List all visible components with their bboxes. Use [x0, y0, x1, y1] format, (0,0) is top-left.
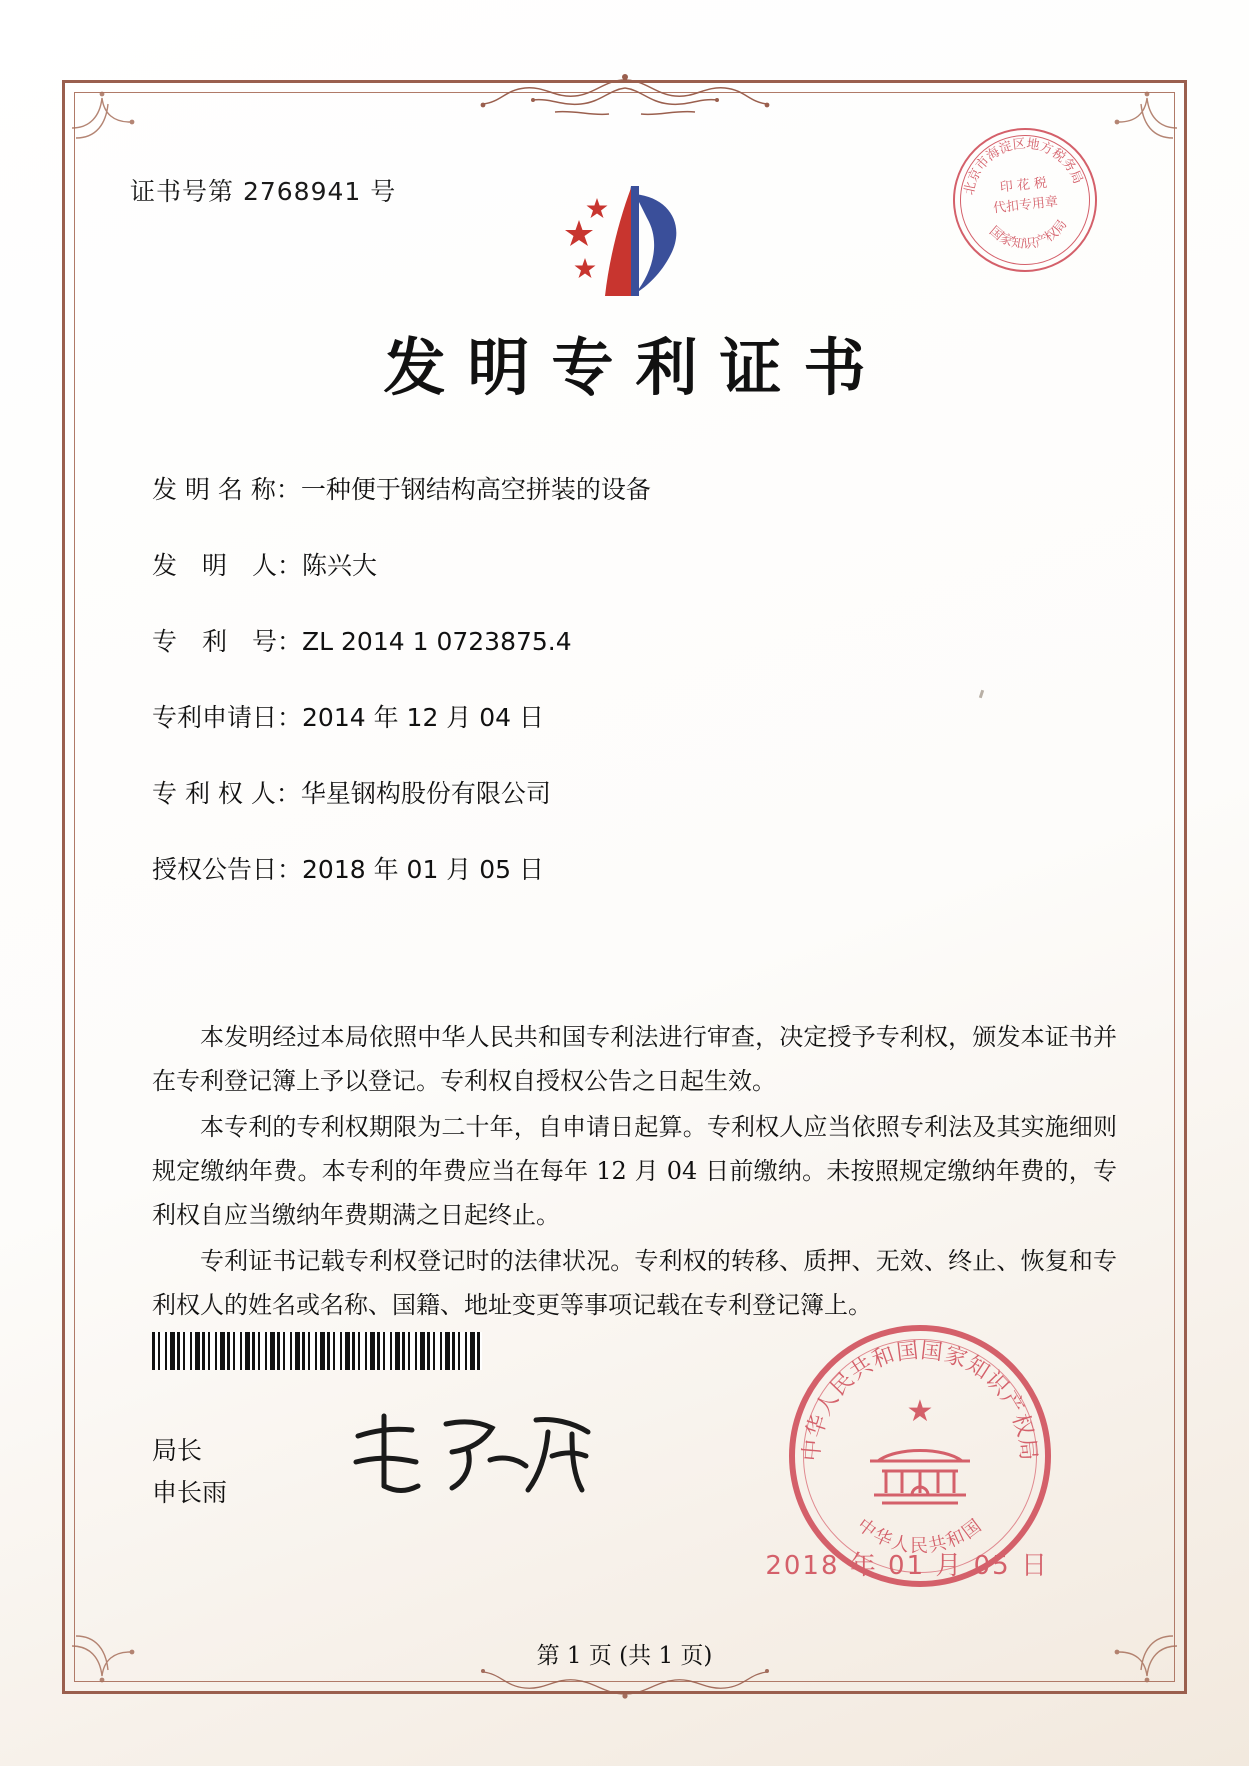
fields-list — [152, 470, 1129, 926]
field-label: 授权公告日： — [152, 855, 303, 884]
signature-block — [152, 1430, 227, 1514]
tiananmen-icon — [860, 1435, 980, 1515]
body-text — [152, 1015, 1117, 1329]
field-label: 专 利 号： — [152, 627, 303, 656]
field-value: 2014 年 12 月 04 日 — [302, 703, 544, 732]
field-grant-announcement-date — [152, 850, 1129, 886]
svg-text:北京市海淀区地方税务局: 北京市海淀区地方税务局 — [962, 136, 1086, 197]
field-value: 华星钢构股份有限公司 — [300, 779, 551, 808]
barcode — [152, 1332, 482, 1370]
field-value: 陈兴大 — [302, 551, 378, 580]
field-label: 专 利 权 人： — [152, 779, 301, 808]
field-value: 一种便于钢结构高空拼装的设备 — [300, 475, 651, 504]
handwritten-signature-icon — [340, 1400, 620, 1510]
field-patent-number — [152, 622, 1129, 658]
field-value: 2018 年 01 月 05 日 — [302, 855, 544, 884]
certificate-number: 证书号第 2768941 号 — [130, 177, 397, 206]
svg-text:中华人民共和国: 中华人民共和国 — [853, 1514, 987, 1557]
field-label: 发 明 名 称： — [152, 475, 301, 504]
svg-text:中华人民共和国国家知识产权局: 中华人民共和国国家知识产权局 — [799, 1338, 1041, 1463]
field-label: 专利申请日： — [152, 703, 303, 732]
stamp-line-1: 印 花 税 — [999, 175, 1048, 196]
svg-text:国家知识产权局: 国家知识产权局 — [986, 217, 1071, 253]
director-label: 局长 — [152, 1436, 203, 1465]
tax-stamp — [946, 121, 1104, 279]
field-label: 发 明 人： — [152, 551, 303, 580]
page-footer: 第 1 页 (共 1 页) — [536, 1643, 713, 1669]
patent-logo-icon — [535, 168, 715, 318]
director-name: 申长雨 — [152, 1478, 228, 1507]
seal-date: 2018 年 01 月 05 日 — [765, 1551, 1049, 1581]
field-invention-name — [152, 470, 1129, 506]
field-value: ZL 2014 1 0723875.4 — [302, 627, 572, 656]
field-application-date — [152, 698, 1129, 734]
seal-star-icon: ★ — [906, 1394, 934, 1429]
body-paragraph: 专利证书记载专利权登记时的法律状况。专利权的转移、质押、无效、终止、恢复和专利权人的姓名或名称、国籍、地址变更等事项记载在专利登记簿上。 — [152, 1247, 1117, 1319]
body-paragraph: 本专利的专利权期限为二十年，自申请日起算。专利权人应当依照专利法及其实施细则规定缴纳年费。本专利的年费应当在每年 12 月 04 日前缴纳。未按照规定缴纳年费的，专利权自应当缴纳年费期满之日起终止。 — [152, 1113, 1117, 1229]
field-inventor — [152, 546, 1129, 582]
field-patentee — [152, 774, 1129, 810]
stamp-line-2: 代扣专用章 — [992, 194, 1059, 217]
body-paragraph: 本发明经过本局依照中华人民共和国专利法进行审查，决定授予专利权，颁发本证书并在专利登记簿上予以登记。专利权自授权公告之日起生效。 — [152, 1023, 1117, 1095]
document-title: 发明专利证书 — [383, 331, 888, 404]
